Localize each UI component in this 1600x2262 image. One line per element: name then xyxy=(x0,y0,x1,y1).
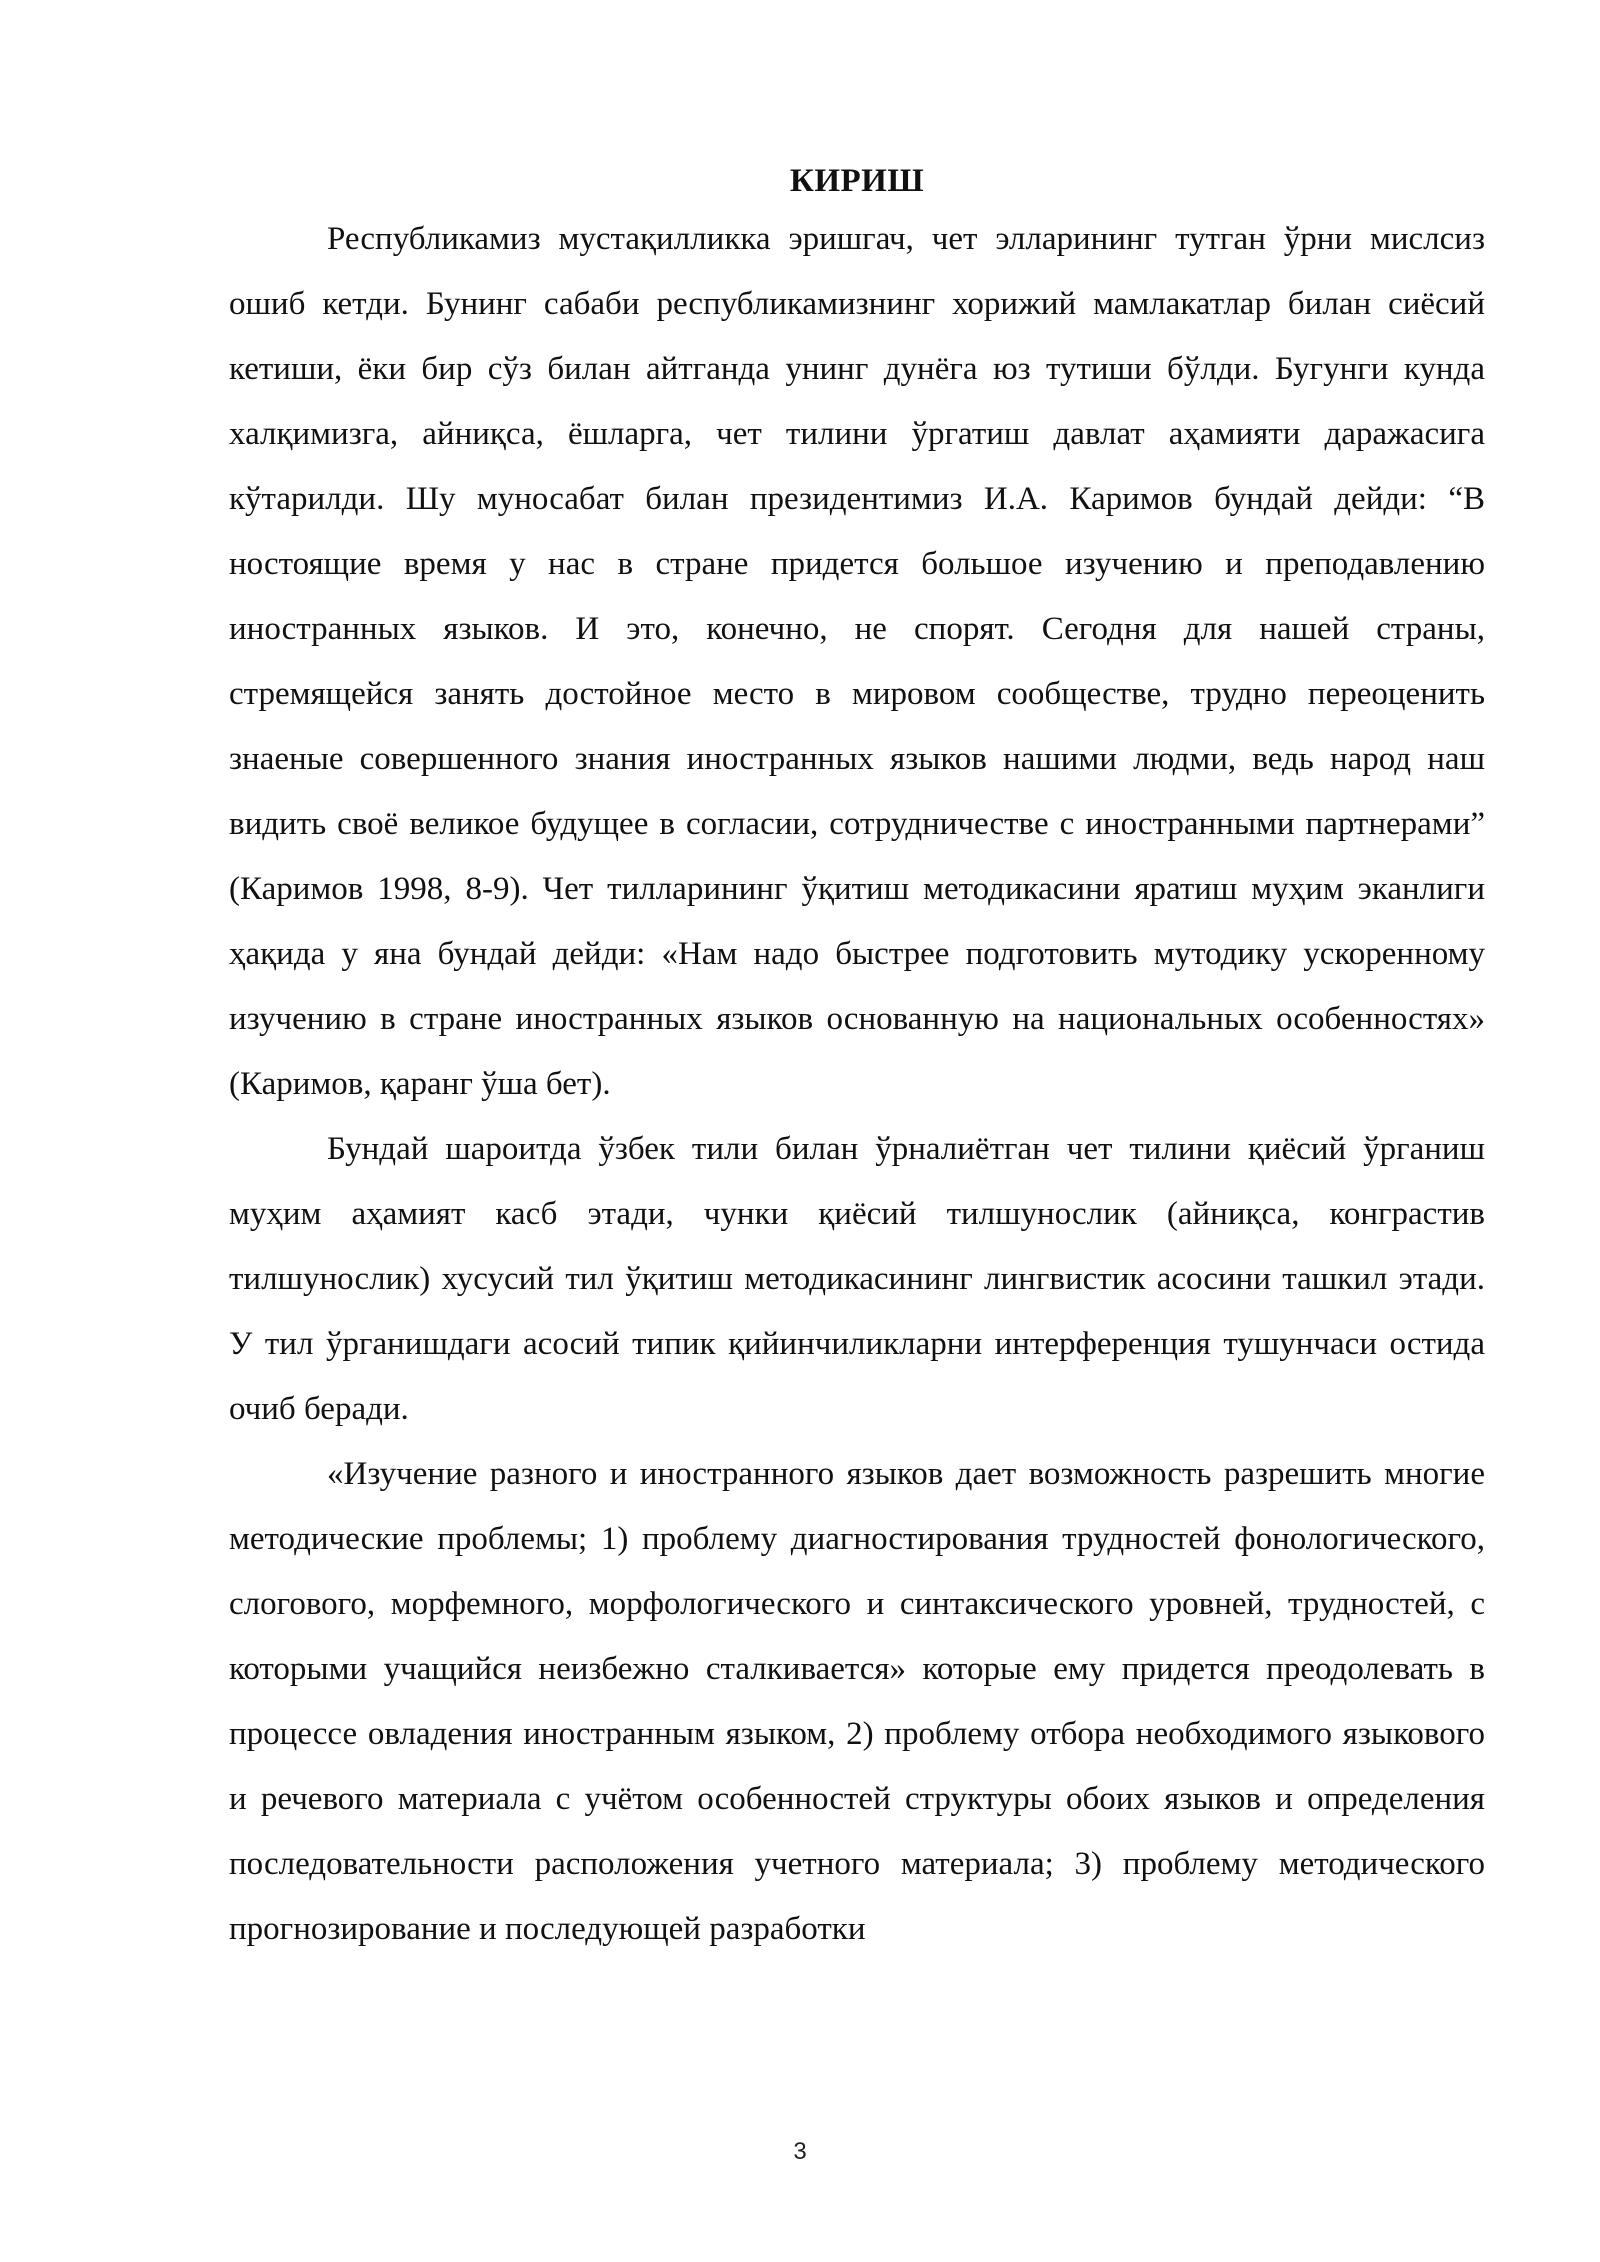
paragraph-3: «Изучение разного и иностранного языков дает возможность разрешить многие методические проблемы; 1) проблему диагностирования трудностей фонологического, слогового, морфемного, морфологического и синтаксического уровней, трудностей, с которыми учащийся неизбежно сталкивается» которые ему придется преодолевать в процессе овладения иностранным языком, 2) проблему отбора необходимого языкового и речевого материала с учётом особенностей структуры обоих языков и определения последовательности расположения учетного материала; 3) проблему методического прогнозирование и последующей разработки xyxy=(229,1456,1485,1947)
section-title: КИРИШ xyxy=(789,163,925,199)
document-body xyxy=(229,155,1485,1962)
paragraph-1: Республикамиз мустақилликка эришгач, чет элларининг тутган ўрни мислсиз ошиб кетди. Бунинг сабаби республикамизнинг хорижий мамлакатлар билан сиёсий кетиши, ёки бир сўз билан айтганда унинг дунёга юз тутиши бўлди. Бугунги кунда халқимизга, айниқса, ёшларга, чет тилини ўргатиш давлат аҳамияти даражасига кўтарилди. Шу муносабат билан президентимиз И.А. Каримов бундай дейди: “В ностоящие время у нас в стране придется большое изучению и преподавлению иностранных языков. И это, конечно, не спорят. Сегодня для нашей страны, стремящейся занять достойное место в мировом сообществе, трудно переоценить знаеные совершенного знания иностранных языков нашими людми, ведь народ наш видить своё великое будущее в согласии, сотрудничестве с иностранными партнерами” (Каримов 1998, 8-9). Чет тилларининг ўқитиш методикасини яратиш муҳим эканлиги ҳақида у яна бундай дейди: «Нам надо быстрее подготовить мутодику ускоренному изучению в стране иностранных языков основанную на национальных особенностях» (Каримов, қаранг ўша бет). xyxy=(229,221,1485,1102)
paragraph-2: Бундай шароитда ўзбек тили билан ўрналиётган чет тилини қиёсий ўрганиш муҳим аҳамият касб этади, чунки қиёсий тилшунослик (айниқса, конграстив тилшунослик) хусусий тил ўқитиш методикасининг лингвистик асосини ташкил этади. У тил ўрганишдаги асосий типик қийинчиликларни интерференция тушунчаси остида очиб беради. xyxy=(229,1131,1485,1427)
page-number: 3 xyxy=(793,2138,807,2165)
